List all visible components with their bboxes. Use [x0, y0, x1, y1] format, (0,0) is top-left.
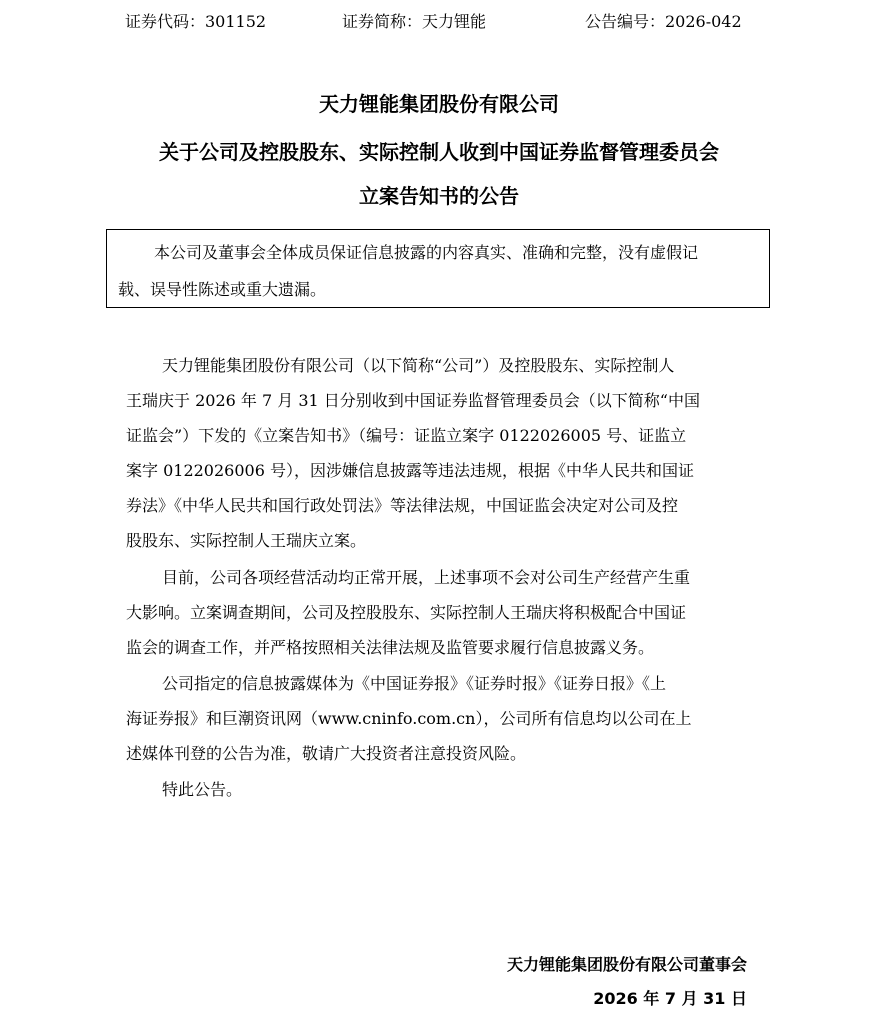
- closing-line: 特此公告。: [162, 780, 243, 799]
- disclaimer-line: 载、误导性陈述或重大遗漏。: [118, 280, 327, 299]
- body-line: 公司指定的信息披露媒体为《中国证券报》《证券时报》《证券日报》《上: [162, 674, 667, 693]
- title-subject: 关于公司及控股股东、实际控制人收到中国证券监督管理委员会: [159, 140, 719, 164]
- body-line: 监会的调查工作，并严格按照相关法律法规及监管要求履行信息披露义务。: [126, 638, 655, 657]
- body-line: 大影响。立案调查期间，公司及控股股东、实际控制人王瑞庆将积极配合中国证: [126, 603, 687, 622]
- stock-code: 证券代码：301152: [125, 12, 267, 31]
- body-line: 述媒体刊登的公告为准，敬请广大投资者注意投资风险。: [126, 744, 527, 763]
- stock-abbreviation: 证券简称：天力锂能: [342, 12, 487, 31]
- title-company: 天力锂能集团股份有限公司: [319, 92, 559, 116]
- body-line: 海证券报》和巨潮资讯网（www.cninfo.com.cn），公司所有信息均以公司在上: [126, 709, 692, 728]
- disclaimer-box: [106, 229, 770, 308]
- body-line: 目前，公司各项经营活动均正常开展，上述事项不会对公司生产经营产生重: [162, 568, 691, 587]
- body-line: 券法》《中华人民共和国行政处罚法》等法律法规，中国证监会决定对公司及控: [126, 496, 679, 515]
- signature-date: 2026 年 7 月 31 日: [593, 989, 747, 1008]
- disclaimer-line: 本公司及董事会全体成员保证信息披露的内容真实、准确和完整，没有虚假记: [154, 243, 699, 262]
- body-line: 案字 0122026006 号），因涉嫌信息披露等违法违规，根据《中华人民共和国证: [126, 461, 694, 480]
- body-line: 王瑞庆于 2026 年 7 月 31 日分别收到中国证券监督管理委员会（以下简称“中国: [126, 391, 700, 410]
- body-line: 证监会”）下发的《立案告知书》（编号：证监立案字 0122026005 号、证监立: [126, 426, 687, 445]
- signature-org: 天力锂能集团股份有限公司董事会: [506, 955, 747, 974]
- body-line: 天力锂能集团股份有限公司（以下简称“公司”）及控股股东、实际控制人: [162, 356, 675, 375]
- body-line: 股股东、实际控制人王瑞庆立案。: [126, 531, 367, 550]
- announcement-number: 公告编号：2026-042: [585, 12, 742, 31]
- title-subject-cont: 立案告知书的公告: [359, 184, 519, 208]
